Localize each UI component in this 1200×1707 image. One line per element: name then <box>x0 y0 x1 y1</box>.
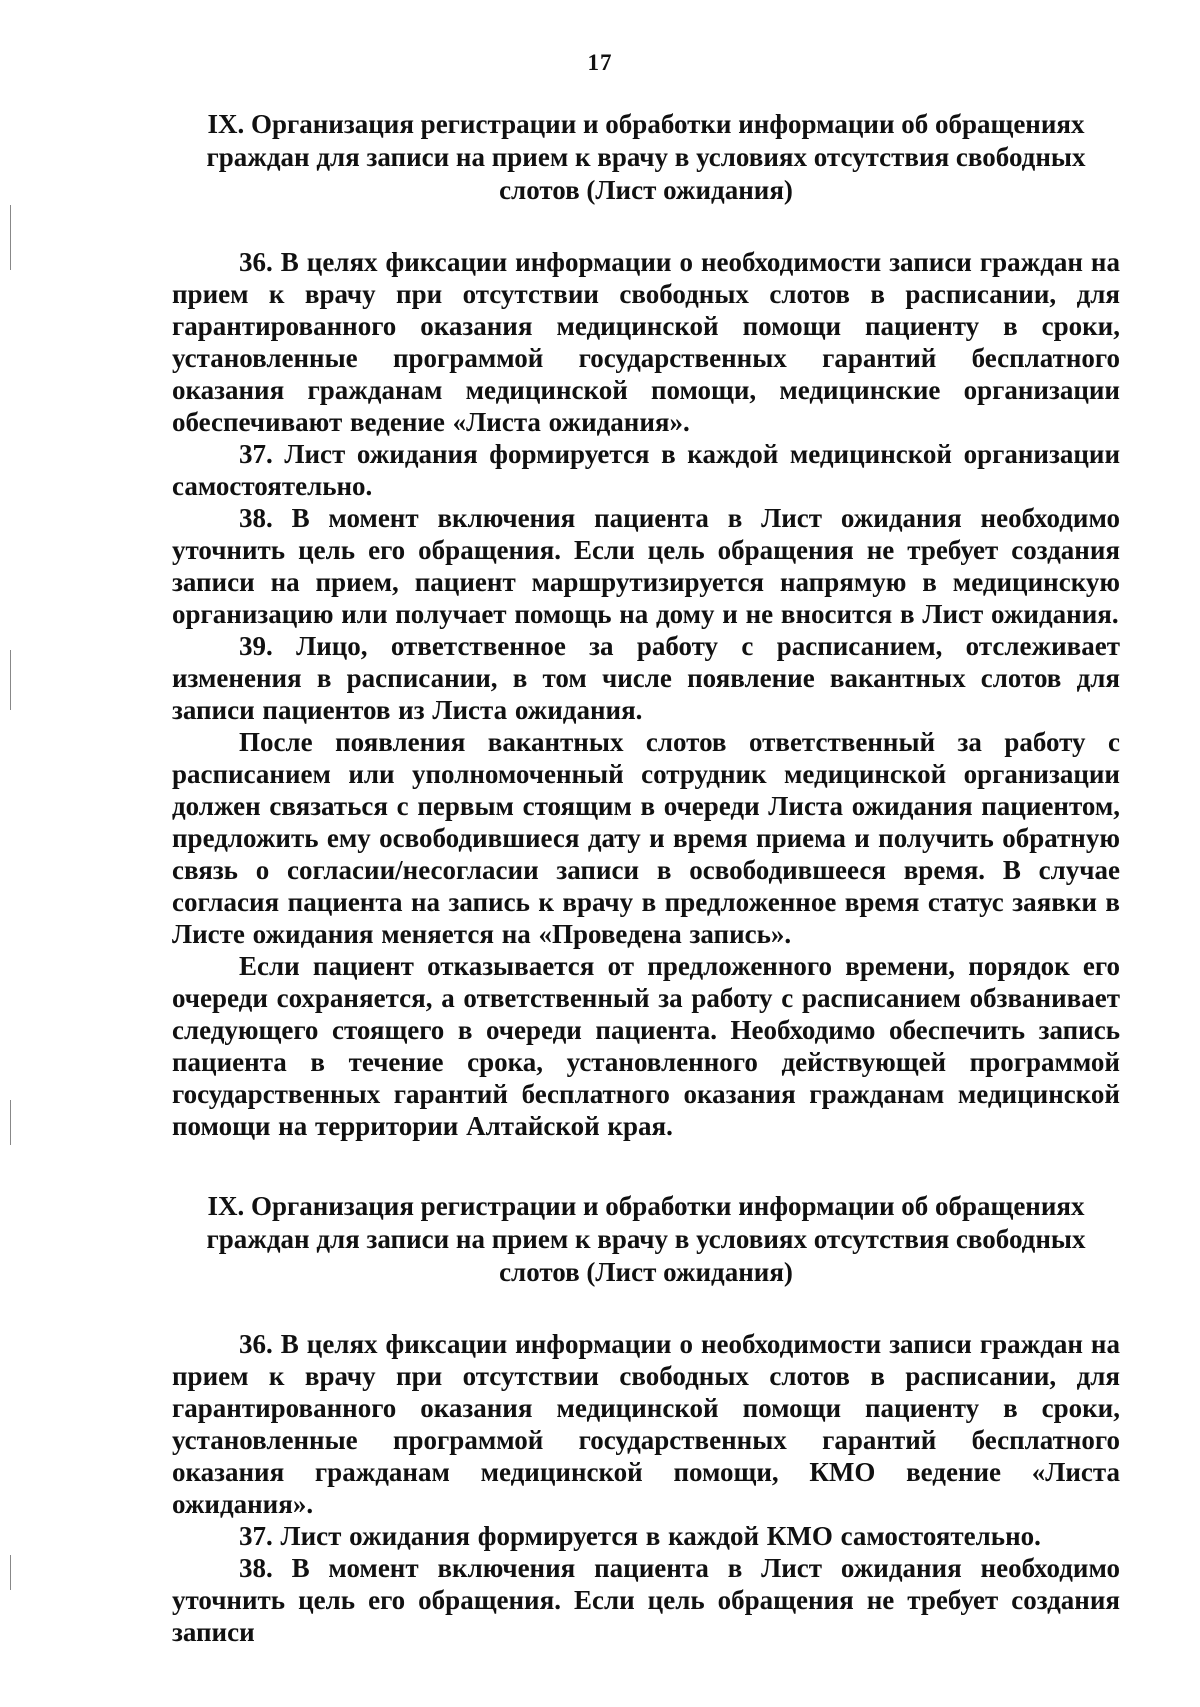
section-revised <box>172 1190 1120 1648</box>
paragraph-39: 39. Лицо, ответственное за работу с расписанием, отслеживает изменения в расписании, в том числе появление вакантных слотов для записи пациентов из Листа ожидания. <box>172 631 1120 725</box>
paragraph-36: 36. В целях фиксации информации о необходимости записи граждан на прием к врачу при отсутствии свободных слотов в расписании, для гарантированного оказания медицинской помощи пациенту в сроки, установленные программой государственных гарантий бесплатного оказания гражданам медицинской помощи, КМО ведение «Листа ожидания». <box>172 1329 1120 1519</box>
page-number: 17 <box>587 50 613 75</box>
paragraph-37: 37. Лист ожидания формируется в каждой медицинской организации самостоятельно. <box>172 439 1120 501</box>
paragraph-39-continued: После появления вакантных слотов ответственный за работу с расписанием или уполномоченный сотрудник медицинской организации должен связаться с первым стоящим в очереди Листа ожидания пациентом, предложить ему освободившиеся дату и время приема и получить обратную связь о согласии/несогласии записи в освободившееся время. В случае согласия пациента на запись к врачу в предложенное время статус заявки в Листе ожидания меняется на «Проведена запись». <box>172 727 1120 949</box>
paragraph-36: 36. В целях фиксации информации о необходимости записи граждан на прием к врачу при отсутствии свободных слотов в расписании, для гарантированного оказания медицинской помощи пациенту в сроки, установленные программой государственных гарантий бесплатного оказания гражданам медицинской помощи, медицинские организации обеспечивают ведение «Листа ожидания». <box>172 247 1120 437</box>
paragraph-38: 38. В момент включения пациента в Лист ожидания необходимо уточнить цель его обращения. Если цель обращения не требует создания записи <box>172 1553 1120 1647</box>
section-title: IX. Организация регистрации и обработки информации об обращениях граждан для записи на прием к врачу в условиях отсутствия свободных слотов (Лист ожидания) <box>206 1191 1086 1287</box>
section-original <box>172 108 1120 1142</box>
section-title: IX. Организация регистрации и обработки информации об обращениях граждан для записи на прием к врачу в условиях отсутствия свободных слотов (Лист ожидания) <box>206 109 1086 205</box>
margin-scan-mark <box>10 650 11 710</box>
paragraph-38: 38. В момент включения пациента в Лист ожидания необходимо уточнить цель его обращения. Если цель обращения не требует создания записи на прием, пациент маршрутизируется напрямую в медицинскую организацию или получает помощь на дому и не вносится в Лист ожидания. <box>172 503 1120 629</box>
section-body <box>172 246 1120 1142</box>
margin-scan-mark <box>10 205 11 270</box>
margin-scan-mark <box>10 1100 11 1145</box>
margin-scan-mark <box>10 1555 11 1590</box>
section-body <box>172 1328 1120 1648</box>
paragraph-37: 37. Лист ожидания формируется в каждой КМО самостоятельно. <box>239 1521 1041 1551</box>
paragraph-39-refusal: Если пациент отказывается от предложенного времени, порядок его очереди сохраняется, а ответственный за работу с расписанием обзванивает следующего стоящего в очереди пациента. Необходимо обеспечить запись пациента в течение срока, установленного действующей программой государственных гарантий бесплатного оказания гражданам медицинской помощи на территории Алтайской края. <box>172 951 1120 1141</box>
